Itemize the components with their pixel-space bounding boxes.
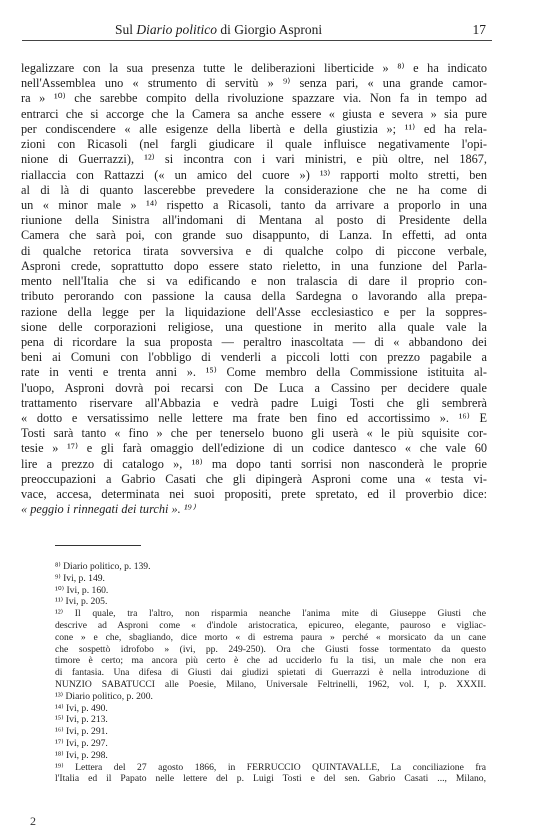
footnote-line: l'Italia ed il Papato nelle lettere del p. Luigi Tosti e del sen. Gabrio Casati ..., Milano, bbox=[55, 773, 486, 785]
body-line: di qualche retorica tirata sovversiva e di qualche colpo di piccone verbale, bbox=[21, 243, 487, 258]
footnotes bbox=[55, 561, 486, 785]
body-line: riunione della Sinistra all'indomani di Mentana al posto di Presidente della bbox=[21, 213, 487, 228]
body-line: al di là di quanto lascerebbe prevedere la considerazione che ne ha come di bbox=[21, 182, 487, 197]
body-line: trattamento riservare all'Abbazia e vedrà padre Luigi Tosti che gli sembrerà bbox=[21, 395, 487, 410]
footnote-line: ¹⁰⁾ Ivi, p. 160. bbox=[55, 584, 109, 596]
body-line: beni ai Comuni con l'obbligo di venderli a piccoli lotti con prezzo pagabile a bbox=[21, 350, 487, 365]
body-line: un « minor male » ¹⁴⁾ rispetto a Ricasoli, tanto da arrivare a proporlo in una bbox=[21, 197, 487, 212]
body-line: tributo perorando con passione la causa della Sardegna o lavorando alla prepa- bbox=[21, 289, 487, 304]
footnote-line: ⁹⁾ Ivi, p. 149. bbox=[55, 572, 105, 584]
footnote-line: di fantasia. Una difesa di Giusti dai giudizi spietati di Guerrazzi è nella introduzione di bbox=[55, 667, 486, 679]
footnote-line: ¹⁹⁾ Lettera del 27 agosto 1866, in FERRUCCIO QUINTAVALLE, La conciliazione fra bbox=[55, 761, 486, 773]
body-line: riallaccia con Rattazzi (« un amico del cuore ») ¹³⁾ rapporti molto stretti, ben bbox=[21, 167, 487, 182]
body-line: legalizzare con la sua presenza tutte le deliberazioni liberticide » ⁸⁾ e ha indicato bbox=[21, 61, 487, 75]
footnote-line: timore è certo; ma ancora più certo è che ad ucciderlo fu la tisi, un male che non era bbox=[55, 655, 486, 667]
body-line: vace, accesa, determinata nei suoi propositi, prete spretato, ed il proverbio dice: bbox=[21, 487, 487, 502]
body-line: Tosti sarà tanto « fino » che per tenerselo buono gli userà « le più squisite cor- bbox=[21, 426, 487, 441]
body-line: l'uopo, Asproni dovrà poi recarsi con De Luca a Cassino per decidere quale bbox=[21, 380, 487, 395]
footnote-line: ¹⁵⁾ Ivi, p. 213. bbox=[55, 714, 108, 726]
body-line: Asproni crede, soprattutto dopo essere stato rieletto, in una funzione del Parla- bbox=[21, 258, 487, 273]
body-line: pena di ricordare la sua proposta — peraltro inascoltata — di « abbandono dei bbox=[21, 334, 487, 349]
page-number: 17 bbox=[472, 22, 486, 37]
body-line: sione delle corporazioni religiose, una questione in merito alla quale vale la bbox=[21, 319, 487, 334]
footnote-line: ¹³⁾ Diario politico, p. 200. bbox=[55, 690, 153, 702]
footnote-line: cone » e che, sbagliando, dice morto « di estrema paura » perché « morsicato da un cane bbox=[55, 631, 486, 643]
footnote-line: ¹⁸⁾ Ivi, p. 298. bbox=[55, 749, 108, 761]
body-line: per condiscendere « alle esigenze della libertà e della giustizia »; ¹¹⁾ ed ha rela- bbox=[21, 121, 487, 136]
body-line: lire a prezzo di catalogo », ¹⁸⁾ ma dopo tanti sorrisi non nasconderà le proprie bbox=[21, 456, 487, 471]
body-line: nione di Guerrazzi), ¹²⁾ si incontra con i vari ministri, e più oltre, nel 1867, bbox=[21, 152, 487, 167]
footnote-line: ¹⁶⁾ Ivi, p. 291. bbox=[55, 726, 108, 738]
footnote-line: descrive ad Asproni come « d'indole aristocratica, epicureo, elegante, pauroso e vigliac- bbox=[55, 619, 486, 631]
body-text bbox=[21, 61, 487, 518]
running-title: Sul Diario politico di Giorgio Asproni bbox=[115, 22, 323, 37]
body-line: razione della legge per la liquidazione dell'Asse ecclesiastico e per la soppres- bbox=[21, 304, 487, 319]
body-line: « peggio i rinnegati dei turchi ». ¹⁹⁾ bbox=[21, 502, 195, 517]
body-line: zioni con Ricasoli (nel fargli giudicare il quale influisce negativamente l'opi- bbox=[21, 137, 487, 152]
footnote-line: ¹⁷⁾ Ivi, p. 297. bbox=[55, 737, 108, 749]
footnote-line: ¹⁴⁾ Ivi, p. 490. bbox=[55, 702, 108, 714]
body-line: rate in venti e trenta anni ». ¹⁵⁾ Come membro della Commissione istituita al- bbox=[21, 365, 487, 380]
body-line: tesie » ¹⁷⁾ e gli farà omaggio dell'edizione di un codice dantesco « che vale 60 bbox=[21, 441, 487, 456]
footnote-line: che sospettò idrofobo » (ivi, pp. 249-250). Ora che Giusti fosse tormentato da questo bbox=[55, 643, 486, 655]
body-line: entrarci che si accorge che la Camera sa anche essere « giusta e severa » sia pure bbox=[21, 106, 487, 121]
signature-mark: 2 bbox=[30, 814, 36, 828]
body-line: ra » ¹⁰⁾ che sarebbe compito della rivoluzione spazzare via. Non fa in tempo ad bbox=[21, 91, 487, 106]
footnote-line: ⁸⁾ Diario politico, p. 139. bbox=[55, 561, 151, 572]
running-header bbox=[22, 22, 492, 41]
footnote-line: NUNZIO SABATUCCI alle Poesie, Milano, Universale Feltrinelli, 1962, vol. I, p. XXXII. bbox=[55, 678, 486, 690]
body-line: « dotto e versatissimo nelle lettere ma frate ben fino ed accortissimo ». ¹⁶⁾ E bbox=[21, 411, 487, 426]
body-line: preoccupazioni a Gabrio Casati che gli dipingerà Asproni come una « testa vi- bbox=[21, 471, 487, 486]
footnote-line: ¹¹⁾ Ivi, p. 205. bbox=[55, 596, 108, 608]
body-line: nell'Assemblea uno « strumento di servitù » ⁹⁾ senza pari, « una grande camor- bbox=[21, 76, 487, 91]
footnote-separator bbox=[55, 545, 141, 546]
body-line: mento nell'Italia che si va edificando e non tralascia di dare il proprio con- bbox=[21, 274, 487, 289]
body-line: Camera che sarà poi, con grande suo disappunto, di Lanza. In effetti, ad onta bbox=[21, 228, 487, 243]
footnote-line: ¹²⁾ Il quale, tra l'altro, non risparmia neanche l'anima mite di Giuseppe Giusti che bbox=[55, 608, 486, 620]
